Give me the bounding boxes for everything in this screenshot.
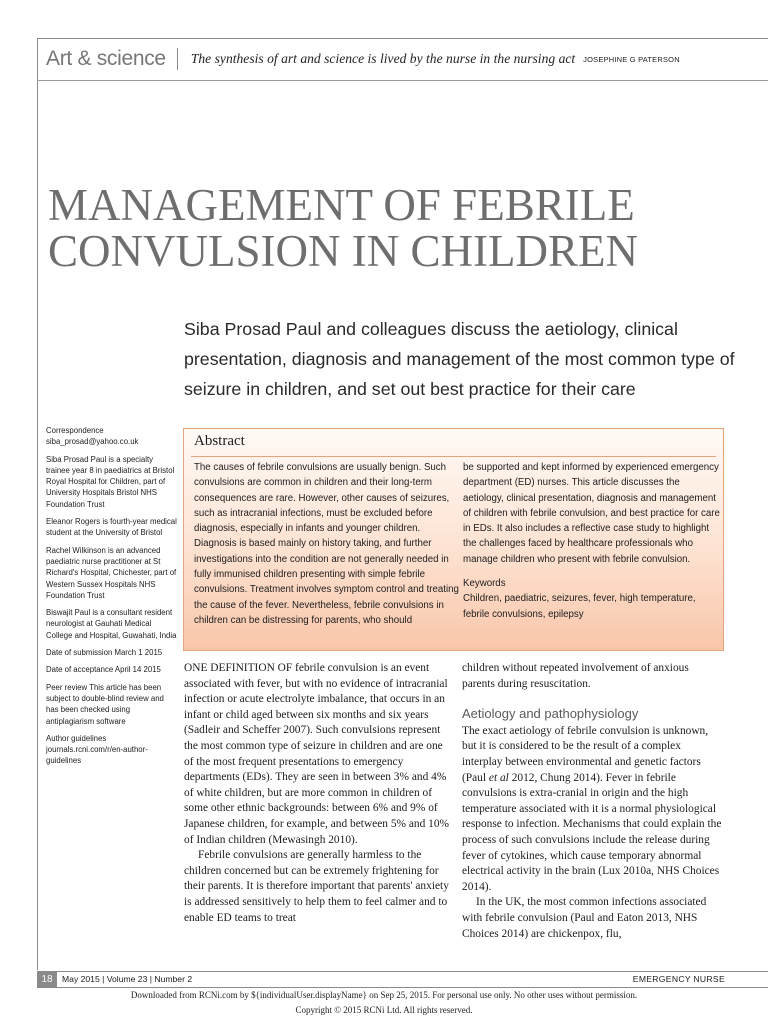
running-header — [46, 44, 766, 74]
header-rule — [37, 80, 768, 81]
body-paragraph: In the UK, the most common infections associated with febrile convulsion (Paul and Eaton 2013, NHS Choices 2014) are chickenpox, flu, — [462, 896, 707, 940]
download-notice: Downloaded from RCNi.com by ${individualUser.displayName} on Sep 25, 2015. For personal use only. No other uses without permission. — [130, 990, 638, 1000]
page-footer — [37, 971, 768, 988]
text-run: 2012, Chung 2014). Fever in febrile convulsions is extra-cranial in origin and the high temperature associated with it is a normal physiological response to infection. Mechanisms that could explain the process of such convulsions include the release during fever of cytokines, which cause temporary abnormal electrical activity in the brain (Lux 2010a, NHS Choices 2014). — [462, 771, 722, 893]
text-run-italic: et al — [488, 771, 509, 784]
abstract-text-col1: The causes of febrile convulsions are usually benign. Such convulsions are common in children and their long-term consequences are rare. However, other causes of seizures, such as intracranial infections, must be excluded before diagnosis, especially in infants and younger children. Diagnosis is based mainly on history taking, and further investigations into the condition are not generally needed in fully immunised children presenting with simple febrile convulsions. Treatment involves symptom control and treating the cause of the fever. Nevertheless, febrile convulsions in children can be distressing for parents, who should — [194, 462, 459, 626]
page-number: 18 — [37, 972, 57, 987]
body-paragraph: children without repeated involvement of anxious parents during resuscitation. — [462, 662, 689, 690]
body-paragraph: Febrile convulsions are generally harmless to the children concerned but can be extremely frightening for their parents. It is therefore important that parents' anxiety is addressed sensitively to help them to feel calmer and to enable ED teams to treat — [184, 849, 449, 924]
author-bio: Siba Prosad Paul is a specialty trainee year 8 in paediatrics at Bristol Royal Hospital for Children, part of University Hospitals Bristol NHS Foundation Trust — [46, 454, 175, 509]
author-guidelines: Author guidelines journals.rcni.com/r/en-author-guidelines — [46, 733, 148, 766]
author-bio: Rachel Wilkinson is an advanced paediatric nurse practitioner at St Richard's Hospital, Chichester, part of Western Sussex Hospitals NHS Foundation Trust — [46, 545, 177, 600]
text-run: The exact aetiology of febrile convulsion is unknown, but it is considered to be the result of a complex interplay between environmental and genetic factors (Paul — [462, 724, 709, 784]
abstract-text: be supported and kept informed by experienced emergency department (ED) nurses. This article discusses the aetiology, clinical presentation, diagnosis and management of children with febrile convulsion, and best practice for care in EDs. It also includes a reflective case study to highlight the challenges faced by healthcare professionals who manage children who present with febrile convulsion. — [463, 462, 720, 565]
keywords-list: Children, paediatric, seizures, fever, high temperature, febrile convulsions, epilepsy — [463, 593, 696, 620]
header-divider — [177, 48, 178, 70]
abstract-box — [183, 428, 724, 651]
acceptance-date: Date of acceptance April 14 2015 — [46, 665, 161, 675]
submission-date: Date of submission March 1 2015 — [46, 648, 163, 658]
body-paragraph: ONE DEFINITION OF febrile convulsion is an event associated with fever, but with no evidence of intracranial infection or acute electrolyte imbalance, that occurs in an infant or child aged between six months and six years (Sadleir and Scheffer 2007). Such convulsions represent the most common type of seizure in children and are one of the most frequent presentations to emergency departments (EDs). They are seen in between 3% and 4% of white children, but are more common in children of some other ethnic backgrounds: between 6% and 9% of Japanese children, for example, and between 5% and 10% of Indian children (Mewasingh 2010). — [184, 662, 450, 846]
author-bio: Biswajit Paul is a consultant resident neurologist at Gauhati Medical College and Hospital, Guwahati, India — [46, 608, 177, 640]
copyright-notice: Copyright © 2015 RCNi Ltd. All rights reserved. — [295, 1005, 473, 1015]
journal-name: EMERGENCY NURSE — [632, 974, 725, 984]
body-column-1 — [184, 661, 450, 926]
article-standfirst: Siba Prosad Paul and colleagues discuss the aetiology, clinical presentation, diagnosis and management of the most common type of seizure in children, and set out best practice for their care — [184, 319, 735, 399]
body-column-2 — [462, 661, 724, 942]
author-bio: Eleanor Rogers is fourth-year medical student at the University of Bristol — [46, 517, 177, 538]
page-frame-left — [37, 38, 38, 970]
quote-author: JOSEPHINE G PATERSON — [583, 54, 680, 64]
author-sidebar — [46, 425, 178, 773]
abstract-rule — [191, 456, 716, 457]
abstract-heading: Abstract — [194, 433, 245, 449]
body-paragraph — [462, 724, 724, 896]
abstract-text-col2 — [463, 460, 721, 622]
page-frame-top — [37, 38, 768, 39]
section-subheading: Aetiology and pathophysiology — [462, 706, 639, 722]
section-label: Art & science — [46, 47, 166, 70]
correspondence: Correspondence siba_prosad@yahoo.co.uk — [46, 426, 139, 447]
tagline-quote: The synthesis of art and science is lived by the nurse in the nursing act — [190, 51, 576, 66]
peer-review-note: Peer review This article has been subject to double-blind review and has been checked using antiplagiarism software — [46, 682, 164, 726]
keywords-label: Keywords — [463, 578, 506, 590]
article-title: MANAGEMENT OF FEBRILE CONVULSION IN CHILDREN — [48, 180, 638, 276]
issue-info: May 2015 | Volume 23 | Number 2 — [62, 974, 193, 984]
